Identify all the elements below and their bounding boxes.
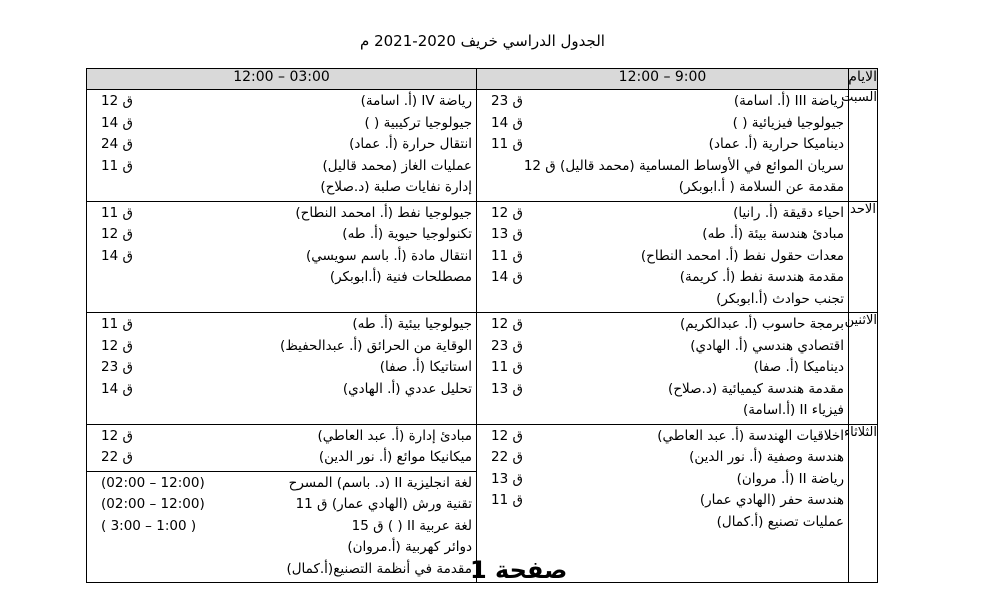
- course-name: هندسة حفر (الهادي عمار): [699, 492, 844, 508]
- course-room: ق 24: [101, 136, 133, 152]
- course-name: ديناميكا (أ. صفا): [753, 359, 844, 375]
- course-room: ( 1:00 – 3:00 ): [101, 517, 197, 534]
- course-name: مقدمة عن السلامة ( أ.ابوبكر): [678, 179, 844, 195]
- course-room: ق 22: [101, 449, 133, 465]
- course-entry: [483, 426, 844, 448]
- course-entry: [93, 224, 472, 246]
- course-name: رياضة IV (أ. اسامة): [360, 93, 472, 109]
- course-name: برمجة حاسوب (أ. عبدالكريم): [679, 316, 844, 332]
- course-room: ق 12: [101, 93, 133, 109]
- course-entry: [483, 134, 844, 156]
- course-entry: [483, 447, 844, 469]
- course-name: عمليات تصنيع (أ.كمال): [716, 513, 844, 530]
- course-entry: [93, 537, 472, 559]
- course-room: ق 11: [101, 316, 133, 332]
- course-room: ق 11: [101, 157, 133, 174]
- course-room: ق 13: [491, 226, 523, 242]
- course-room: ق 14: [101, 114, 133, 131]
- day-saturday: السبت: [849, 90, 878, 202]
- course-entry: [93, 357, 472, 379]
- course-room: ق 11: [491, 359, 523, 375]
- course-room: ق 11: [101, 204, 133, 221]
- course-name: مبادئ إدارة (أ. عبد العاطي): [317, 427, 472, 444]
- course-entry: [483, 314, 844, 336]
- course-room: ق 14: [491, 269, 523, 285]
- sunday-afternoon: [87, 201, 477, 313]
- course-room: (12:00 – 02:00): [101, 496, 205, 512]
- course-room: ق 23: [491, 337, 523, 354]
- course-entry: [483, 400, 844, 422]
- row-monday: [87, 313, 878, 425]
- course-entry: [483, 91, 844, 113]
- course-room: ق 23: [491, 93, 523, 109]
- course-name: رياضة II (أ. مروان): [736, 470, 844, 487]
- course-entry: [93, 473, 472, 495]
- course-room: (12:00 – 02:00): [101, 474, 205, 491]
- course-name: إدارة نفايات صلبة (د.صلاح): [320, 179, 472, 195]
- course-entry: [483, 203, 844, 225]
- course-entry: [93, 516, 472, 538]
- course-name: مصطلحات فنية (أ.ابوبكر): [329, 269, 472, 285]
- course-name: هندسة وصفية (أ. نور الدين): [689, 449, 844, 465]
- course-entry: [483, 156, 844, 178]
- course-room: ق 14: [101, 247, 133, 264]
- course-name: انتقال حرارة (أ. عماد): [349, 136, 472, 152]
- course-entry: [483, 336, 844, 358]
- course-name: لغة عربية II ( ) ق 15: [351, 517, 472, 534]
- course-room: ق 22: [491, 449, 523, 465]
- course-room: ق 12: [101, 427, 133, 444]
- course-name: فيزياء II (أ.اسامة): [743, 402, 844, 418]
- morning-header: 12:00 – 9:00: [477, 69, 849, 90]
- course-name: عمليات الغاز (محمد قاليل): [322, 157, 472, 174]
- day-monday: الاثنين: [849, 313, 878, 425]
- sunday-morning: [477, 201, 849, 313]
- course-name: اقتصادي هندسي (أ. الهادي): [690, 337, 844, 354]
- course-entry: [93, 447, 472, 469]
- course-entry: [93, 336, 472, 358]
- course-name: مقدمة في أنظمة التصنيع(أ.كمال): [286, 560, 472, 577]
- course-entry: [483, 379, 844, 401]
- afternoon-header: 12:00 – 03:00: [87, 69, 477, 90]
- monday-morning: [477, 313, 849, 425]
- course-room: ق 14: [491, 114, 523, 131]
- course-name: معدات حقول نفط (أ. امحمد النطاح): [640, 247, 844, 264]
- course-entry: [93, 494, 472, 516]
- course-name: لغة انجليزية II (د. باسم) المسرح: [288, 474, 472, 491]
- course-name: تقنية ورش (الهادي عمار) ق 11: [295, 496, 472, 512]
- course-entry: [483, 246, 844, 268]
- course-name: دوائر كهربية (أ.مروان): [347, 539, 472, 555]
- saturday-morning: [477, 90, 849, 202]
- course-name: انتقال مادة (أ. باسم سويسي): [305, 247, 472, 264]
- course-entry: [483, 469, 844, 491]
- schedule-table: [86, 68, 878, 583]
- course-name: ديناميكا حرارية (أ. عماد): [708, 136, 844, 152]
- course-entry: [93, 426, 472, 448]
- course-room: ق 12: [101, 226, 133, 242]
- course-name: رياضة III (أ. اسامة): [733, 93, 844, 109]
- course-room: ق 12: [491, 427, 523, 444]
- course-entry: [483, 267, 844, 289]
- course-entry: [93, 113, 472, 135]
- course-entry: [93, 246, 472, 268]
- course-name: تجنب حوادث (أ.ابوبكر): [716, 290, 844, 307]
- course-name: جيولوجيا تركيبية ( ): [364, 114, 472, 131]
- course-name: جيولوجيا فيزيائية ( ): [732, 114, 844, 131]
- course-entry: [93, 134, 472, 156]
- row-sunday: [87, 201, 878, 313]
- course-name: مبادئ هندسة بيئة (أ. طه): [702, 226, 844, 242]
- course-name: مقدمة هندسة كيميائية (د.صلاح): [668, 380, 844, 397]
- course-room: ق 14: [101, 380, 133, 397]
- course-name: تحليل عددي (أ. الهادي): [342, 380, 472, 397]
- course-entry: [483, 289, 844, 311]
- monday-afternoon: [87, 313, 477, 425]
- course-entry: [93, 379, 472, 401]
- days-header: الايام: [849, 69, 878, 90]
- header-row: [87, 69, 878, 90]
- course-room: ق 23: [101, 359, 133, 375]
- course-entry: [483, 490, 844, 512]
- course-name: استاتيكا (أ. صفا): [379, 359, 472, 375]
- course-entry: [93, 91, 472, 113]
- course-room: ق 13: [491, 380, 523, 397]
- course-name: جيولوجيا بيئية (أ. طه): [352, 316, 472, 332]
- course-name: مقدمة هندسة نفط (أ. كريمة): [679, 269, 844, 285]
- row-saturday: [87, 90, 878, 202]
- course-name: ميكانيكا موائع (أ. نور الدين): [318, 449, 472, 465]
- course-name: اخلاقيات الهندسة (أ. عبد العاطي): [657, 427, 844, 444]
- course-room: ق 12: [101, 337, 133, 354]
- course-room: ق 12: [491, 316, 523, 332]
- course-name: تكنولوجيا حيوية (أ. طه): [342, 226, 472, 242]
- course-entry: [93, 156, 472, 178]
- tuesday-afternoon: [87, 424, 477, 583]
- course-entry: [93, 203, 472, 225]
- course-entry: [93, 267, 472, 289]
- course-room: ق 11: [491, 492, 523, 508]
- course-room: ق 11: [491, 136, 523, 152]
- page-number: صفحة 1: [470, 556, 568, 584]
- course-name: جيولوجيا نفط (أ. امحمد النطاح): [295, 204, 472, 221]
- course-name: احياء دقيقة (أ. رانيا): [733, 204, 844, 221]
- course-room: ق 11: [491, 247, 523, 264]
- course-entry: [483, 224, 844, 246]
- course-entry: [93, 559, 472, 581]
- saturday-afternoon: [87, 90, 477, 202]
- course-entry: [93, 314, 472, 336]
- course-entry: [93, 177, 472, 199]
- course-entry: [483, 113, 844, 135]
- page-title: الجدول الدراسي خريف 2020-2021 م: [360, 32, 605, 50]
- course-entry: [483, 177, 844, 199]
- course-name: سريان الموائع في الأوساط المسامية (محمد قاليل) ق 12: [523, 157, 844, 174]
- course-room: ق 13: [491, 470, 523, 487]
- day-tuesday: الثلاثاء: [849, 424, 878, 583]
- course-name: الوقاية من الحرائق (أ. عبدالحفيظ): [280, 337, 472, 354]
- course-entry: [483, 512, 844, 534]
- course-entry: [483, 357, 844, 379]
- day-sunday: الاحد: [849, 201, 878, 313]
- course-room: ق 12: [491, 204, 523, 221]
